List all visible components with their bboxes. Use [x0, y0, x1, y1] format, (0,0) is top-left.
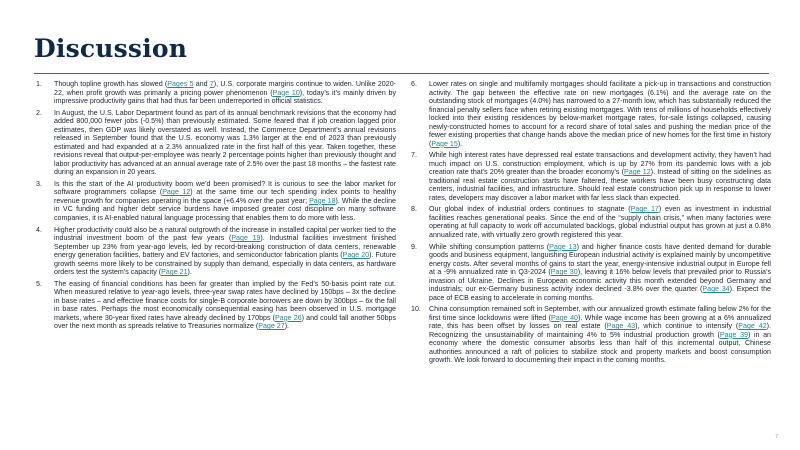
discussion-item [34, 109, 396, 177]
page-reference-link[interactable]: Page 18 [309, 196, 336, 205]
item-number: 2. [36, 108, 42, 117]
discussion-list-left [34, 80, 396, 334]
item-number: 5. [36, 279, 42, 288]
page-reference-link[interactable]: Page 30 [550, 268, 578, 277]
discussion-item [34, 280, 396, 331]
page-reference-link[interactable]: Page 12 [162, 188, 191, 197]
discussion-item [409, 151, 771, 202]
item-text: ) and higher finance costs have dented demand for durable goods and business equipment, languishing European industrial activity is explained mainly by uncompetitive energy costs. After several months of gains to start the year, energy-intensive industrial output in Europe fell at a -9% annualized rate in Q3-2024 ( [429, 242, 771, 277]
discussion-item [409, 205, 771, 239]
page-reference-link[interactable]: Page 21 [161, 268, 188, 277]
item-text: Is this the start of the AI productivity boom we’d been promised? It is curious to see the labor market for software programmers collapse ( [54, 179, 396, 197]
item-text: ), today’s it’s mainly driven by impressive productivity gains that had thus far been underreported in official statistics. [54, 88, 397, 105]
item-text: ) even as investment in industrial facilities reaches generational peaks. Since the end of the “supply chain crisis,” when many factories were operating at full capacity to work off accumulated backlogs, global industrial output has grown at just a 0.8% annualized rate, with virtually zero growth registered this year. [429, 205, 771, 239]
discussion-item [34, 180, 396, 223]
discussion-item [409, 305, 771, 365]
item-number: 8. [411, 205, 417, 214]
item-text: ) in an economy where the domestic consumer absorbs less than half of this incremental output, Chinese authorities announced a raft of policies to stabilize stock and property markets and boost consumption growth. We look forward to documenting their impact in the coming months. [429, 330, 771, 365]
page-reference-link[interactable]: Page 27 [258, 322, 285, 331]
item-text: ) and could fall another 50bps over the next month as spreads relative to Treasuries normalize ( [54, 313, 396, 331]
item-number: 7. [411, 151, 417, 160]
item-number: 6. [411, 80, 417, 88]
discussion-item [409, 80, 771, 148]
item-text: ). [284, 322, 290, 331]
item-number: 9. [411, 242, 417, 251]
page-reference-link[interactable]: Page 19 [231, 234, 261, 243]
item-text: ). Future growth seems more likely to be constrained by supply than demand, especially in data centers, as hardware orders test the system’s capacity ( [54, 251, 396, 277]
item-number: 1. [36, 80, 42, 88]
item-text: In August, the U.S. Labor Department found as part of its annual benchmark revisions that the economy had added 800,000 fewer jobs (-0.5%) than previously estimated. Some feared that if job creation lagged prior estimates, then GDP was likely overstated as well. Instead, the Commerce Department’s annual revisions released in September found that the U.S. economy was 1.3% larger at the end of 2023 than previously estimated and had expanded at a 2.3% annualized rate in the first half of this year. Taken together, these revisions reveal that output-per-employee was nearly 2 percentage points higher than previously thought and labor productivity has advanced at an annual average rate of 2.5% over the past 18 months – the fastest rate during an expansion in 20 years. [54, 108, 396, 177]
item-text: Our global index of industrial orders continues to stagnate ( [429, 205, 631, 214]
item-text: and [193, 80, 210, 88]
page-reference-link[interactable]: Page 26 [275, 313, 302, 322]
page-reference-link[interactable]: Pages 5 [167, 80, 194, 88]
page-title: Discussion [34, 34, 188, 63]
page-reference-link[interactable]: Page 15 [431, 139, 458, 148]
discussion-item [34, 226, 396, 277]
item-number: 3. [36, 179, 42, 188]
page-reference-link[interactable]: Page 12 [624, 168, 651, 177]
item-text: ) at the same time our tech spending index points to healthy revenue growth for companies operating in the space (+6.4% over the past year; [54, 188, 396, 205]
page-reference-link[interactable]: Page 17 [630, 205, 659, 214]
item-number: 4. [36, 225, 42, 234]
page-reference-link[interactable]: Page 40 [551, 313, 578, 322]
item-text: Though topline growth has slowed ( [54, 80, 168, 88]
discussion-item [409, 243, 771, 303]
page-reference-link[interactable]: Page 20 [342, 251, 370, 260]
item-text: ), U.S. corporate margins continue to widen. Unlike 2020-22, when profit growth was primarily a pricing power phenomenon ( [54, 80, 397, 97]
page-reference-link[interactable]: Page 10 [272, 88, 300, 97]
item-text: ). Recognizing the unsustainability of maintaining 4% to 5% industrial production growth ( [429, 322, 771, 339]
page-reference-link[interactable]: Page 34 [702, 285, 730, 294]
item-text: ). Instead of sitting on the sidelines as traditional real estate construction starts have faltered, these workers have been busy constructing data centers, industrial facilities, and infrastructure. Should real estate construction pick up in response to lower rates, developers may discover a labor market with far less slack than expected. [429, 168, 771, 202]
page-reference-link[interactable]: 7 [209, 80, 214, 88]
item-text: Lower rates on single and multifamily mortgages should facilitate a pick-up in transactions and construction activity. The gap between the effective rate on new mortgages (6.1%) and the average rate on the outstanding stock of mortgages (4.0%) has narrowed to a 27-month low, which has substantially reduced the financial penalty sellers face when retiring existing mortgages. With tens of millions of households effectively locked into their existing residences by below-market mortgage rates, for-sale listings collapsed, causing newly-constructed homes to account for a record share of total sales and pushing the median price of the fewer existing properties that change hands above the median price of new homes for the first time in history ( [429, 80, 771, 148]
item-text: ), which continue to intensify ( [635, 322, 739, 331]
item-number: 10. [411, 305, 421, 314]
page-reference-link[interactable]: Page 43 [606, 322, 636, 331]
item-text: ). [187, 268, 192, 277]
item-text: ). [457, 139, 463, 148]
item-text: Higher productivity could also be a natural outgrowth of the increase in installed capital per worker tied to the industrial investment boom of the past few years ( [54, 225, 396, 243]
discussion-list-right [409, 80, 771, 368]
discussion-item [34, 80, 396, 106]
page-reference-link[interactable]: Page 42 [738, 322, 767, 331]
item-text: The easing of financial conditions has been far greater than implied by the Fed’s 50-basis point rate cut. When measured relative to year-ago levels, three-year swap rates have declined by 150bps – 3x the decline in base rates – and effective finance costs for single-B corporate borrowers are down by 300bps – 6x the fall in base rates. Perhaps the most economically consequential easing has been observed in U.S. mortgage markets, where 30-year fixed rates have already declined by 170bps ( [54, 279, 396, 322]
item-text: While high interest rates have depressed real estate transactions and development activity, they haven’t had much impact on U.S. construction employment, which is up by 27% from its pandemic lows with a job creation rate that’s 20% greater than the broader economy’s ( [429, 151, 771, 177]
item-text: ). While wage income has been growing at a 6% annualized rate, this has been offset by losses on real estate ( [429, 313, 771, 331]
item-text: ). While the decline in VC funding and higher debt service burdens have imposed greater cost discipline on many software companies, it is AI-enabled natural language processing that enables them to do more with less. [54, 196, 396, 222]
item-text: China consumption remained soft in September, with our annualized growth estimate falling below 2% for the first time since lockdowns were lifted ( [429, 305, 771, 322]
title-divider [34, 73, 769, 74]
page-number: 7 [774, 434, 778, 440]
page-reference-link[interactable]: Page 13 [549, 242, 577, 251]
page-reference-link[interactable]: Page 39 [719, 330, 748, 339]
item-text: ). Industrial facilities investment finished September up 23% from year-ago levels, led by record-breaking construction of data centers, renewable energy generation facilities, battery and EV factories, and semiconductor fabrication plants ( [54, 234, 396, 260]
item-text: ). Expect the pace of ECB easing to accelerate in coming months. [429, 285, 771, 302]
item-text: While shifting consumption patterns ( [429, 242, 550, 251]
item-text: ), leaving it 16% below levels that prevailed prior to Russia’s invasion of Ukraine. Declines in European economic activity this month extended beyond Germany and industrials; our ex-Germany business activity index declined -3.8% over the quarter ( [429, 268, 771, 294]
